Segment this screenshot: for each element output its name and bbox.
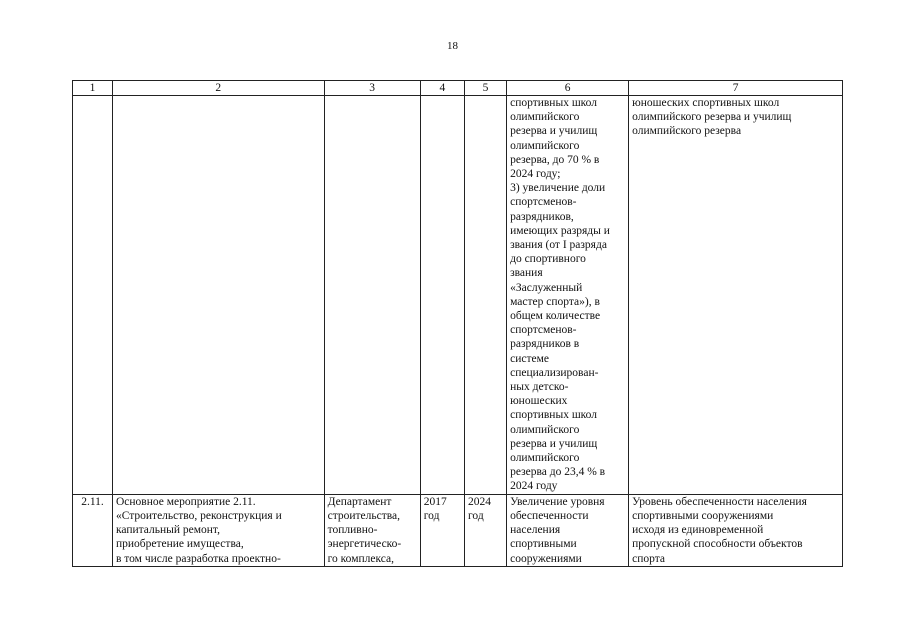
header-col-3: 3 [324, 81, 420, 96]
header-col-2: 2 [112, 81, 324, 96]
measure-name-cell: Основное мероприятие 2.11. «Строительство, реконструкция и капитальный ремонт, приобретение имущества, в том числе разработка проектно- [112, 494, 324, 566]
responsible-cell: Департамент строительства, топливно- энергетическо- го комплекса, [324, 494, 420, 566]
page-number: 18 [447, 40, 458, 52]
end-year-cell [464, 96, 506, 495]
indicator-cell: юношеских спортивных школ олимпийского резерва и училищ олимпийского резерва [629, 96, 843, 495]
start-year-cell: 2017 год [420, 494, 464, 566]
header-col-4: 4 [420, 81, 464, 96]
measures-table [72, 80, 843, 567]
header-col-1: 1 [73, 81, 113, 96]
table-row [73, 96, 843, 495]
header-col-5: 5 [464, 81, 506, 96]
end-year-cell: 2024 год [464, 494, 506, 566]
header-col-7: 7 [629, 81, 843, 96]
row-number-cell [73, 96, 113, 495]
table-row [73, 494, 843, 566]
row-number-cell: 2.11. [73, 494, 113, 566]
header-col-6: 6 [507, 81, 629, 96]
expected-result-cell: Увеличение уровня обеспеченности населения спортивными сооружениями [507, 494, 629, 566]
start-year-cell [420, 96, 464, 495]
expected-result-cell: спортивных школ олимпийского резерва и училищ олимпийского резерва, до 70 % в 2024 году; 3) увеличение доли спортсменов- разрядников, имеющих разряды и звания (от I разряда до спортивного звания «Заслуженный мастер спорта»), в общем количестве спортсменов- разрядников в системе специализирован- ных детско- юношеских спортивных школ олимпийского резерва и училищ олимпийского резерва до 23,4 % в 2024 году [507, 96, 629, 495]
measure-name-cell [112, 96, 324, 495]
indicator-cell: Уровень обеспеченности населения спортивными сооружениями исходя из единовременной пропускной способности объектов спорта [629, 494, 843, 566]
responsible-cell [324, 96, 420, 495]
header-row [73, 81, 843, 96]
